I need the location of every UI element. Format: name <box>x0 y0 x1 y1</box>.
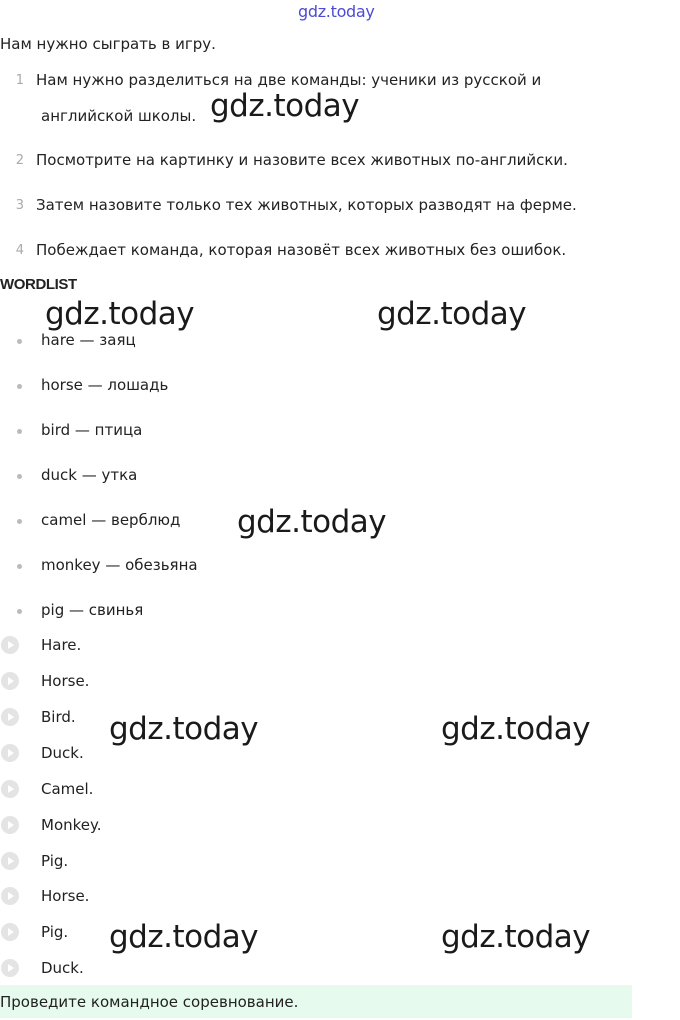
watermark: gdz.today <box>377 296 527 332</box>
word-entry: camel — верблюд <box>41 511 181 529</box>
answer-text: Duck. <box>41 959 84 977</box>
watermark: gdz.today <box>109 919 259 955</box>
play-icon[interactable] <box>1 887 19 905</box>
play-icon[interactable] <box>1 959 19 977</box>
step-text: Побеждает команда, которая назовёт всех животных без ошибок. <box>36 241 567 259</box>
word-entry: duck — утка <box>41 466 138 484</box>
word-entry: monkey — обезьяна <box>41 556 198 574</box>
word-entry: pig — свинья <box>41 601 144 619</box>
watermark: gdz.today <box>441 919 591 955</box>
step-number: 4 <box>15 243 24 258</box>
watermark: gdz.today <box>210 88 360 124</box>
play-icon[interactable] <box>1 672 19 690</box>
step-text: Нам нужно разделиться на две команды: ученики из русской и <box>36 71 542 89</box>
play-icon[interactable] <box>1 708 19 726</box>
answer-text: Camel. <box>41 780 94 798</box>
watermark-top: gdz.today <box>298 2 375 21</box>
bullet-icon <box>17 519 22 524</box>
answer-text: Hare. <box>41 636 82 654</box>
bullet-icon <box>17 339 22 344</box>
wordlist-heading: WORDLIST <box>0 276 77 293</box>
answer-text: Pig. <box>41 923 69 941</box>
word-entry: hare — заяц <box>41 331 136 349</box>
play-icon[interactable] <box>1 636 19 654</box>
word-entry: horse — лошадь <box>41 376 169 394</box>
step-text: Посмотрите на картинку и назовите всех животных по-английски. <box>36 151 568 169</box>
watermark: gdz.today <box>45 296 195 332</box>
play-icon[interactable] <box>1 923 19 941</box>
footer-callout <box>0 985 632 1018</box>
intro-text: Нам нужно сыграть в игру. <box>0 35 216 53</box>
watermark: gdz.today <box>109 711 259 747</box>
answer-text: Bird. <box>41 708 76 726</box>
bullet-icon <box>17 384 22 389</box>
watermark: gdz.today <box>441 711 591 747</box>
step-number: 2 <box>15 153 24 168</box>
answer-text: Duck. <box>41 744 84 762</box>
bullet-icon <box>17 474 22 479</box>
play-icon[interactable] <box>1 816 19 834</box>
word-entry: bird — птица <box>41 421 143 439</box>
step-text: Затем назовите только тех животных, которых разводят на ферме. <box>36 196 577 214</box>
bullet-icon <box>17 429 22 434</box>
bullet-icon <box>17 564 22 569</box>
play-icon[interactable] <box>1 780 19 798</box>
answer-text: Monkey. <box>41 816 102 834</box>
play-icon[interactable] <box>1 852 19 870</box>
step-number: 3 <box>15 198 24 213</box>
bullet-icon <box>17 609 22 614</box>
answer-text: Horse. <box>41 672 90 690</box>
play-icon[interactable] <box>1 744 19 762</box>
answer-text: Horse. <box>41 887 90 905</box>
step-number: 1 <box>15 73 24 88</box>
answer-text: Pig. <box>41 852 69 870</box>
footer-text: Проведите командное соревнование. <box>0 993 299 1011</box>
watermark: gdz.today <box>237 504 387 540</box>
step-text-continued: английской школы. <box>41 107 197 125</box>
